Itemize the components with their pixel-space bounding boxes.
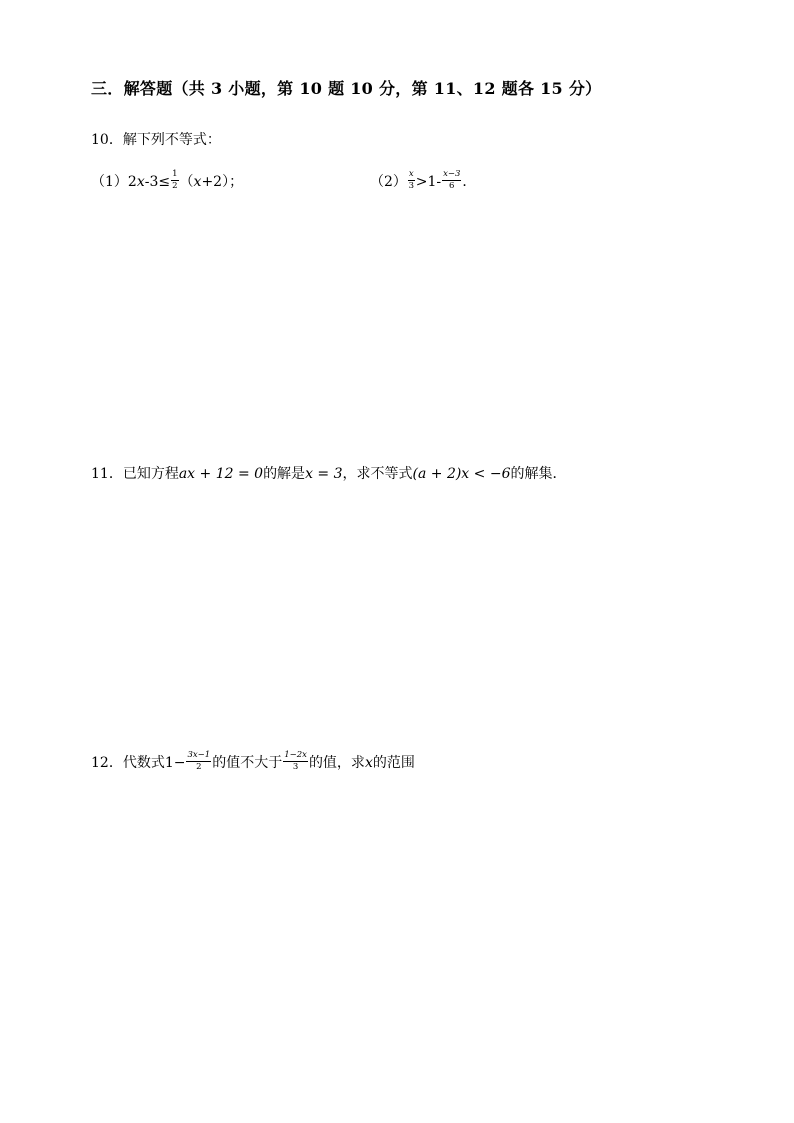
question-12-fraction-1 xyxy=(186,751,211,771)
question-11-prefix: 11．已知方程 xyxy=(91,466,179,482)
part-1-paren-close: ）； xyxy=(222,174,244,190)
question-12-fraction-1-denominator: 2 xyxy=(196,761,202,772)
part-1-fraction-denominator: 2 xyxy=(172,180,178,191)
part-2-middle: >1- xyxy=(415,174,442,190)
part-1-inner-var: x xyxy=(193,174,202,190)
part-1-lhs-var: x xyxy=(136,174,145,190)
part-2-fraction-2-denominator: 6 xyxy=(449,180,455,191)
part-2-fraction-2-numerator: x−3 xyxy=(443,169,461,179)
part-2-fraction-1 xyxy=(408,170,415,190)
part-1-inner-tail: +2 xyxy=(201,174,223,190)
question-12-mid: 的值不大于 xyxy=(212,755,283,771)
question-12-suffix: 的范围 xyxy=(372,755,415,771)
part-1-label: （1） xyxy=(91,174,128,190)
question-12-prefix: 12．代数式 xyxy=(91,755,165,771)
part-2-end: ． xyxy=(462,174,477,190)
part-1-paren-open: （ xyxy=(179,174,194,190)
question-11-suffix: 的解集． xyxy=(510,466,567,482)
question-11-solution: x = 3 xyxy=(305,466,343,482)
question-12-fraction-2-numerator: 1−2x xyxy=(284,750,307,760)
part-1-fraction xyxy=(171,170,178,190)
question-10-stem: 10．解下列不等式： xyxy=(91,132,221,148)
part-1-lhs-tail: -3≤ xyxy=(144,174,171,190)
question-12-one-minus: 1− xyxy=(164,755,186,771)
question-11-mid-2: ，求不等式 xyxy=(342,466,413,482)
question-12-var: x xyxy=(364,755,373,771)
question-12-fraction-1-numerator: 3x−1 xyxy=(187,750,211,760)
question-11-equation: ax + 12 = 0 xyxy=(178,466,264,482)
section-title: 三．解答题（共 3 小题，第 10 题 10 分，第 11、12 题各 15 分） xyxy=(91,79,602,98)
question-11-inequality: (a + 2)x < −6 xyxy=(412,466,511,482)
question-11 xyxy=(91,463,566,483)
question-10-part-1 xyxy=(91,171,243,192)
question-12-fraction-2 xyxy=(283,751,308,771)
part-1-fraction-numerator: 1 xyxy=(172,169,178,179)
question-11-mid-1: 的解是 xyxy=(263,466,306,482)
part-2-fraction-1-denominator: 3 xyxy=(408,180,415,191)
part-2-label: （2） xyxy=(370,174,407,190)
question-12-fraction-2-denominator: 3 xyxy=(292,761,299,772)
part-1-lhs-coef: 2 xyxy=(127,174,137,190)
question-12 xyxy=(91,752,415,773)
part-2-fraction-1-numerator: x xyxy=(408,169,414,179)
part-2-fraction-2 xyxy=(442,170,461,190)
question-12-mid-2: 的值，求 xyxy=(308,755,365,771)
question-10-part-2 xyxy=(370,171,476,192)
